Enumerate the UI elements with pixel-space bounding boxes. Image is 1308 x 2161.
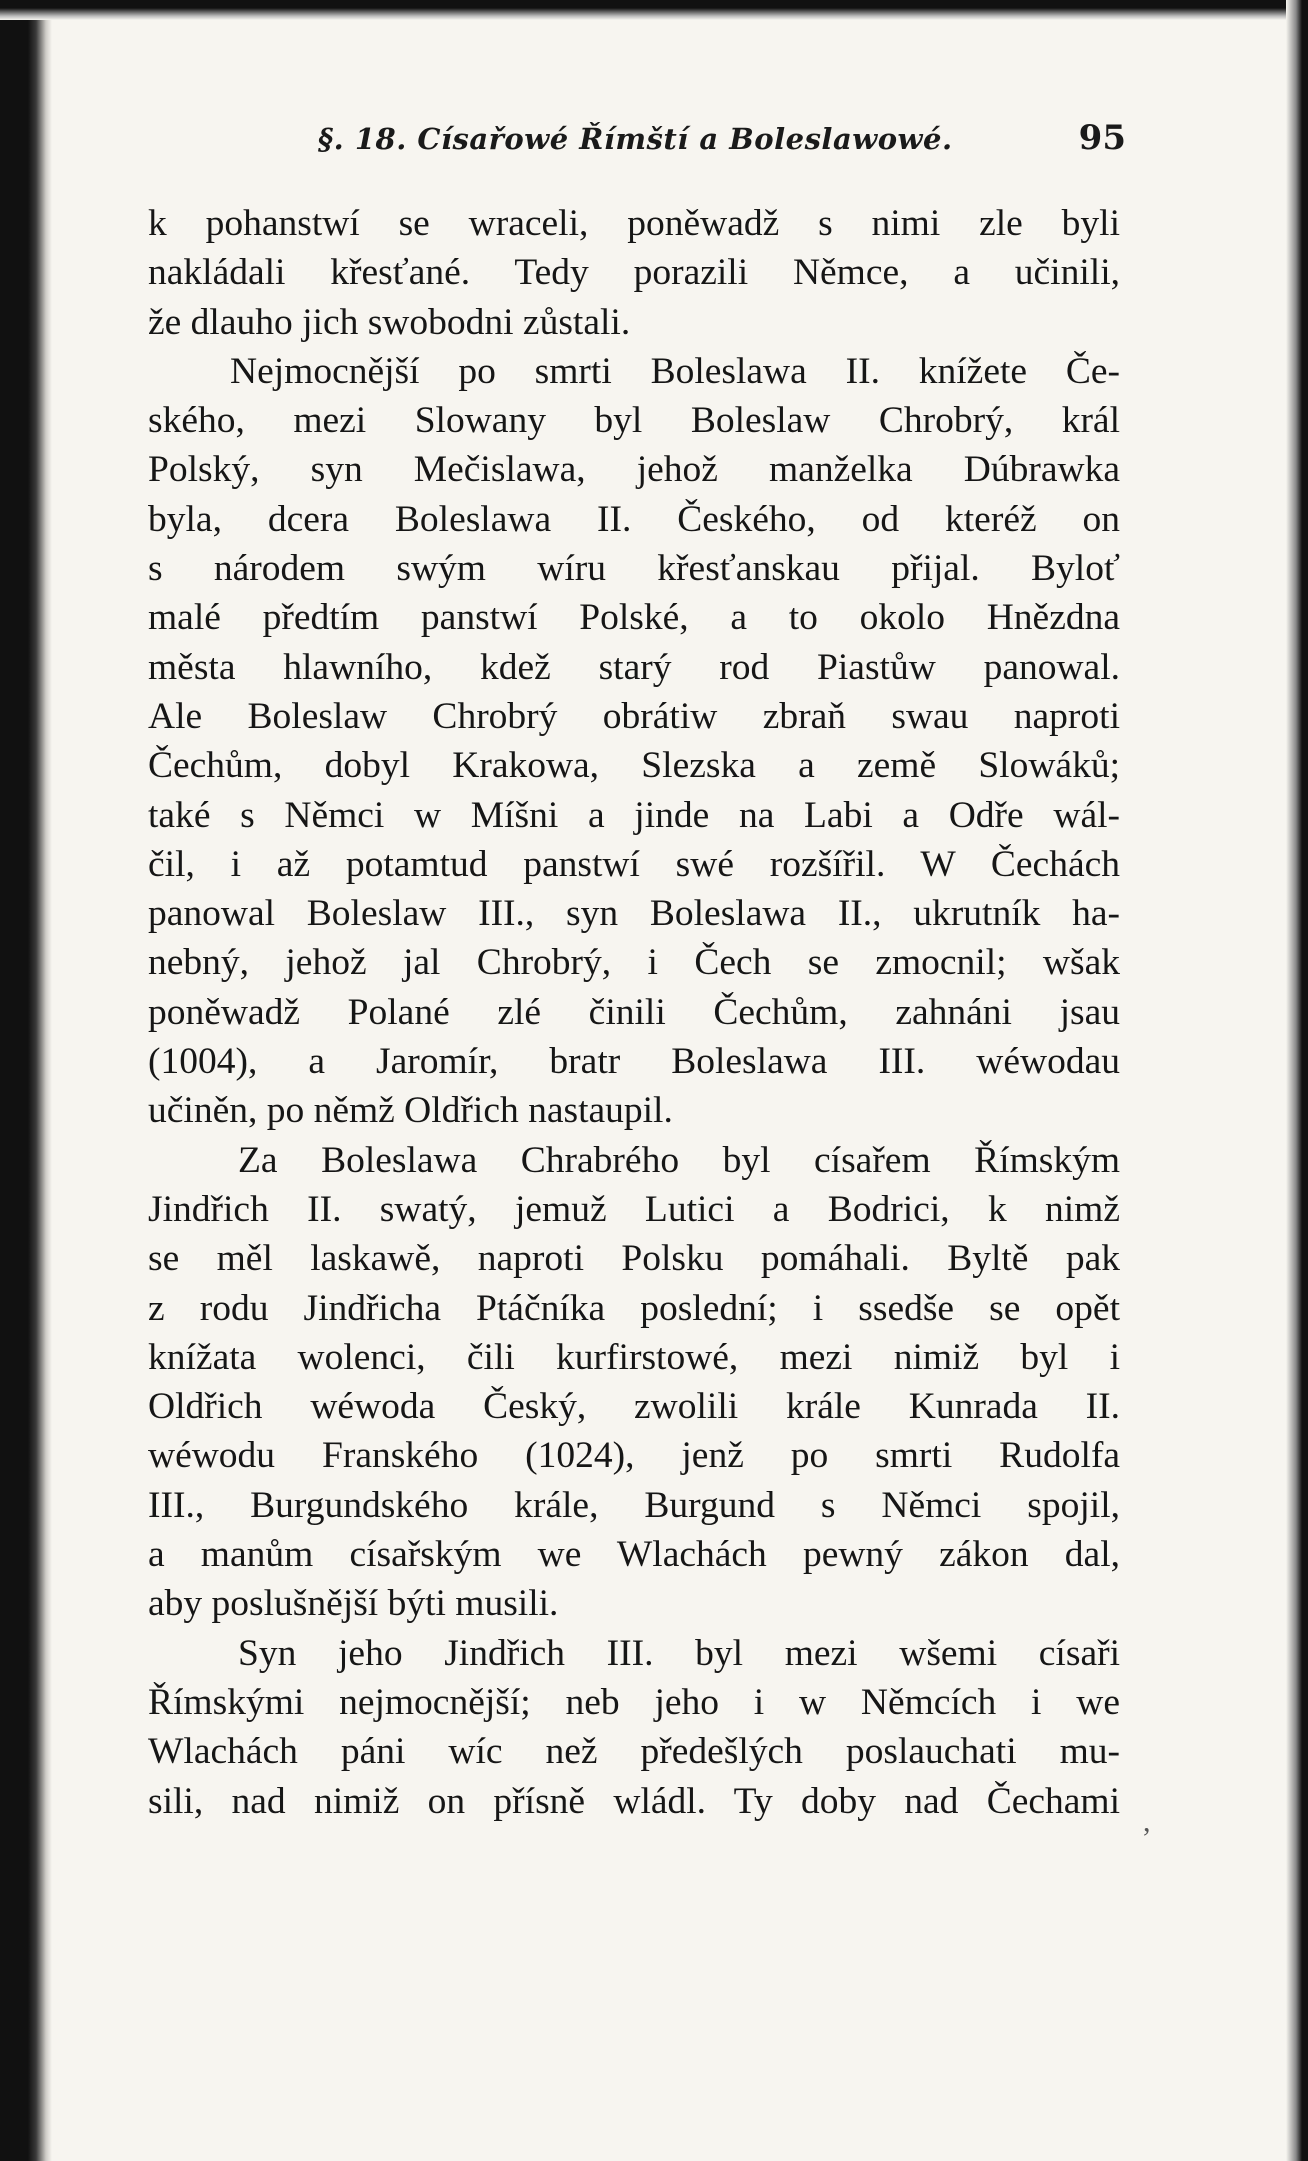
text-line: knížata wolenci, čili kurfirstowé, mezi nimiž byl i <box>148 1336 1120 1378</box>
text-line: Syn jeho Jindřich III. byl mezi wšemi císaři <box>238 1632 1120 1674</box>
text-line: malé předtím panstwí Polské, a to okolo Hnězdna <box>148 597 1120 639</box>
text-line: Ale Boleslaw Chrobrý obrátiw zbraň swau naproti <box>148 695 1120 737</box>
text-line: nebný, jehož jal Chrobrý, i Čech se zmocnil; wšak <box>148 942 1120 984</box>
running-header <box>318 118 1126 172</box>
page-top-edge <box>0 0 1308 20</box>
body-text <box>148 199 1120 1826</box>
text-line: III., Burgundského krále, Burgund s Němci spojil, <box>148 1484 1120 1526</box>
page-number: 95 <box>1078 118 1126 158</box>
text-line: také s Němci w Míšni a jinde na Labi a Odře wál- <box>148 794 1120 836</box>
text-line: Wlachách páni wíc než předešlých poslauchati mu- <box>148 1731 1120 1773</box>
text-line: Čechům, dobyl Krakowa, Slezska a země Slowáků; <box>148 745 1120 787</box>
text-line: a manům císařským we Wlachách pewný zákon dal, <box>148 1534 1120 1576</box>
text-line: aby poslušnější býti musili. <box>148 1583 559 1625</box>
running-title: §. 18. Císařowé Římští a Boleslawowé. <box>318 122 953 156</box>
text-line: poněwadž Polané zlé činili Čechům, zahnáni jsau <box>148 991 1120 1033</box>
page-right-edge <box>1286 0 1308 2161</box>
text-line: nakládali křesťané. Tedy porazili Němce, a učinili, <box>148 252 1120 294</box>
text-line: Římskými nejmocnější; neb jeho i w Němcích i we <box>148 1681 1120 1723</box>
text-line: Oldřich wéwoda Český, zwolili krále Kunrada II. <box>148 1386 1120 1428</box>
margin-mark: , <box>1143 1805 1151 1838</box>
text-line: Za Boleslawa Chrabrého byl císařem Římským <box>238 1139 1120 1181</box>
text-line: sili, nad nimiž on přísně wládl. Ty doby nad Čechami <box>148 1780 1120 1822</box>
text-line: že dlauho jich swobodni zůstali. <box>148 301 631 343</box>
text-line: města hlawního, kdež starý rod Piastůw panowal. <box>148 646 1120 688</box>
text-line: Nejmocnější po smrti Boleslawa II. knížete Če- <box>230 350 1120 392</box>
text-line: ského, mezi Slowany byl Boleslaw Chrobrý, král <box>148 400 1120 442</box>
book-binding-shadow <box>0 0 52 2161</box>
text-line: (1004), a Jaromír, bratr Boleslawa III. wéwodau <box>148 1041 1120 1083</box>
text-line: z rodu Jindřicha Ptáčníka poslední; i ssedše se opět <box>148 1287 1120 1329</box>
text-line: k pohanstwí se wraceli, poněwadž s nimi zle byli <box>148 203 1120 244</box>
text-line: panowal Boleslaw III., syn Boleslawa II., ukrutník ha- <box>148 893 1120 935</box>
text-line: wéwodu Franského (1024), jenž po smrti Rudolfa <box>148 1435 1120 1477</box>
text-line: učiněn, po němž Oldřich nastaupil. <box>148 1090 673 1132</box>
text-line: čil, i až potamtud panstwí swé rozšířil. W Čechách <box>148 843 1120 885</box>
text-line: Polský, syn Mečislawa, jehož manželka Dúbrawka <box>148 449 1120 491</box>
text-line: se měl laskawě, naproti Polsku pomáhali. Byltě pak <box>148 1238 1120 1280</box>
text-line: Jindřich II. swatý, jemuž Lutici a Bodrici, k nimž <box>148 1188 1120 1230</box>
text-line: s národem swým wíru křesťanskau přijal. Byloť <box>148 548 1120 590</box>
text-line: byla, dcera Boleslawa II. Českého, od kteréž on <box>148 498 1120 540</box>
